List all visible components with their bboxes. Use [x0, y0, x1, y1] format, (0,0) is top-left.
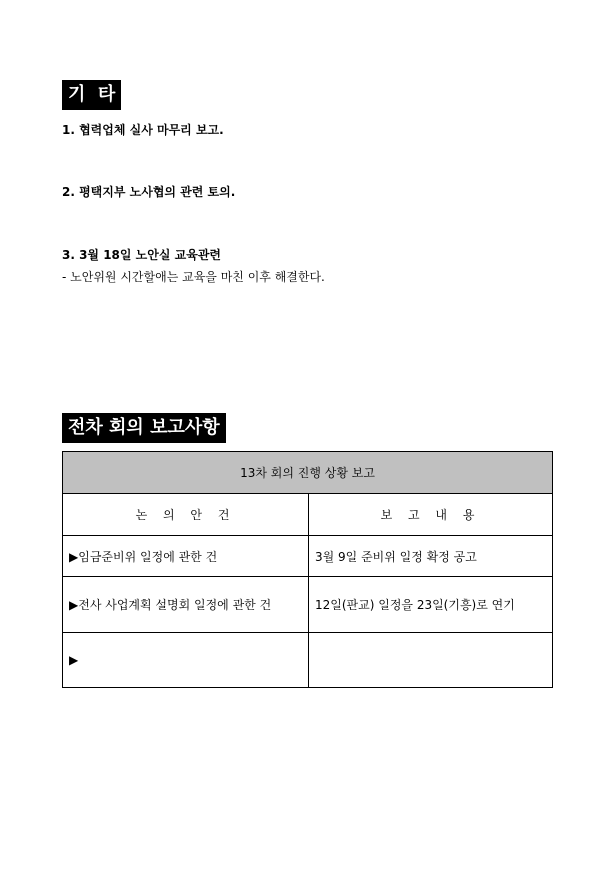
report-cell: 12일(판교) 일정을 23일(기흥)로 연기: [309, 577, 553, 633]
section-title-etc: 기 타: [62, 80, 121, 110]
item-1: 1. 협력업체 실사 마무리 보고.: [62, 123, 224, 137]
column-header-agenda: 논 의 안 건: [63, 494, 309, 536]
item-3: 3. 3월 18일 노안실 교육관련: [62, 248, 221, 262]
table-row: [63, 536, 553, 577]
report-cell: [309, 633, 553, 688]
column-header-report: 보 고 내 용: [309, 494, 553, 536]
agenda-cell: ▶전사 사업계획 설명회 일정에 관한 건: [63, 577, 309, 633]
item-2: 2. 평택지부 노사협의 관련 토의.: [62, 185, 236, 199]
table-row: [63, 577, 553, 633]
table-row: [63, 633, 553, 688]
agenda-cell: ▶임금준비위 일정에 관한 건: [63, 536, 309, 577]
item-3-note: - 노안위원 시간할애는 교육을 마친 이후 해결한다.: [62, 270, 325, 284]
report-cell: 3월 9일 준비위 일정 확정 공고: [309, 536, 553, 577]
section-title-previous-report: 전차 회의 보고사항: [62, 413, 226, 443]
report-table-header: 13차 회의 진행 상황 보고: [63, 452, 553, 494]
agenda-cell: ▶: [63, 633, 309, 688]
report-table: [62, 451, 553, 688]
